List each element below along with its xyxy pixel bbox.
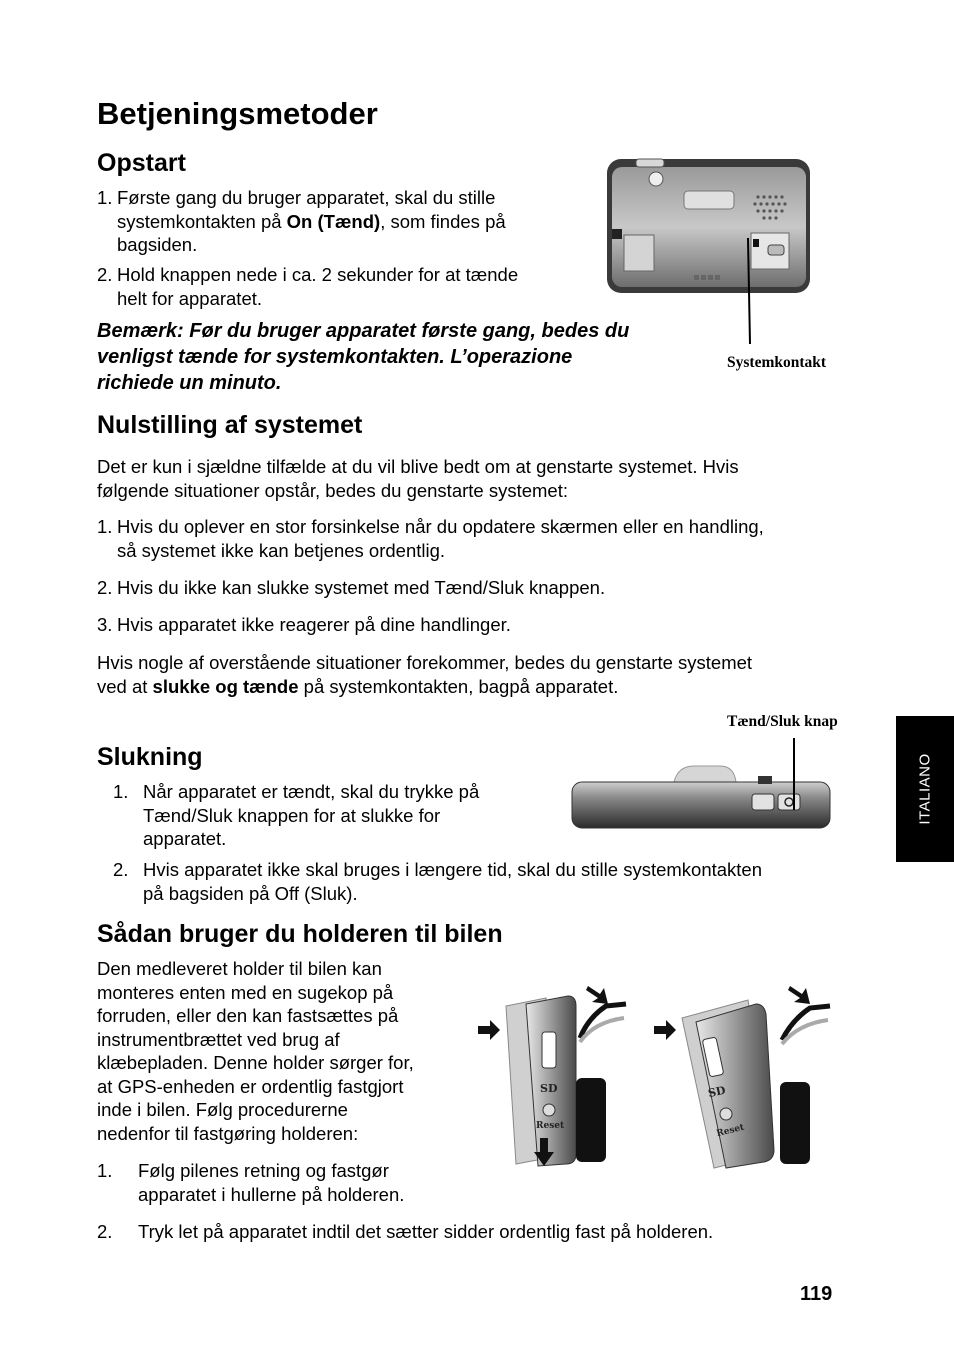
svg-text:SD: SD bbox=[706, 1083, 727, 1101]
language-side-tab: ITALIANO bbox=[896, 716, 954, 862]
device-back-image bbox=[606, 157, 812, 297]
section-heading-nulstilling: Nulstilling af systemet bbox=[97, 411, 363, 439]
paragraph-outro: Hvis nogle af overstående situationer forekommer, bedes du genstarte systemet ved at slukke og tænde på systemkontakten, bagpå apparatet. bbox=[97, 652, 753, 697]
list-item-line: systemkontakten på On (Tænd), som findes på bbox=[117, 210, 506, 232]
systemkontakt-pointer-line bbox=[745, 238, 753, 346]
list-item: 2. Hvis apparatet ikke skal bruges i længere tid, skal du stille systemkontakten på bagsiden på Off (Sluk). bbox=[113, 859, 763, 904]
figure-caption-systemkontakt: Systemkontakt bbox=[727, 354, 827, 371]
section-heading-slukning: Slukning bbox=[97, 743, 203, 771]
page-number: 119 bbox=[800, 1283, 833, 1305]
note-text: Bemærk: Før du bruger apparatet første gang, bedes du venligst tænde for systemkontakten. L’operazione richiede un minuto. bbox=[97, 320, 630, 394]
power-button-pointer-line bbox=[790, 738, 798, 812]
section-heading-opstart: Opstart bbox=[97, 149, 186, 177]
list-item: 1. Når apparatet er tændt, skal du trykke på Tænd/Sluk knappen for at slukke for apparatet. bbox=[113, 781, 480, 849]
list-item: 2. Hvis du ikke kan slukke systemet med Tænd/Sluk knappen. bbox=[97, 577, 606, 598]
list-item: 1. Første gang du bruger apparatet, skal du stille systemkontakten på On (Tænd), som findes på bagsiden. bbox=[97, 186, 567, 257]
section-heading-holder: Sådan bruger du holderen til bilen bbox=[97, 920, 503, 948]
reset-label: Reset bbox=[536, 1121, 565, 1131]
sd-label: SD bbox=[540, 1082, 558, 1095]
holder-mount-image-1 bbox=[476, 978, 640, 1174]
list-item: 1. Følg pilenes retning og fastgør apparatet i hullerne på holderen. bbox=[97, 1160, 405, 1205]
figure-caption-power-button: Tænd/Sluk knap bbox=[727, 713, 838, 730]
list-item: 2. Tryk let på apparatet indtil det sætter sidder ordentlig fast på holderen. bbox=[97, 1221, 714, 1242]
svg-text:Reset: Reset bbox=[715, 1122, 746, 1140]
holder-mount-image-2 bbox=[652, 978, 842, 1174]
list-item: 3. Hvis apparatet ikke reagerer på dine handlinger. bbox=[97, 614, 511, 635]
paragraph-intro: Det er kun i sjældne tilfælde at du vil blive bedt om at genstarte systemet. Hvis følgende situationer opstår, bedes du genstarte systemet: bbox=[97, 456, 739, 501]
paragraph-holder: Den medleveret holder til bilen kan monteres enten med en sugekop på forruden, eller den kan fastsættes på instrumentbrættet ved brug af klæbepladen. Denne holder sørger for, at GPS-enheden er ordentlig fastgjort inde i bilen. Følg procedurerne nedenfor til fastgøring holderen: bbox=[97, 958, 414, 1144]
list-item: 1. Hvis du oplever en stor forsinkelse når du opdatere skærmen eller en handling, så systemet ikke kan betjenes ordentlig. bbox=[97, 516, 764, 561]
list-item: 2. Hold knappen nede i ca. 2 sekunder for at tænde helt for apparatet. bbox=[97, 264, 519, 309]
page-title: Betjeningsmetoder bbox=[97, 96, 378, 131]
